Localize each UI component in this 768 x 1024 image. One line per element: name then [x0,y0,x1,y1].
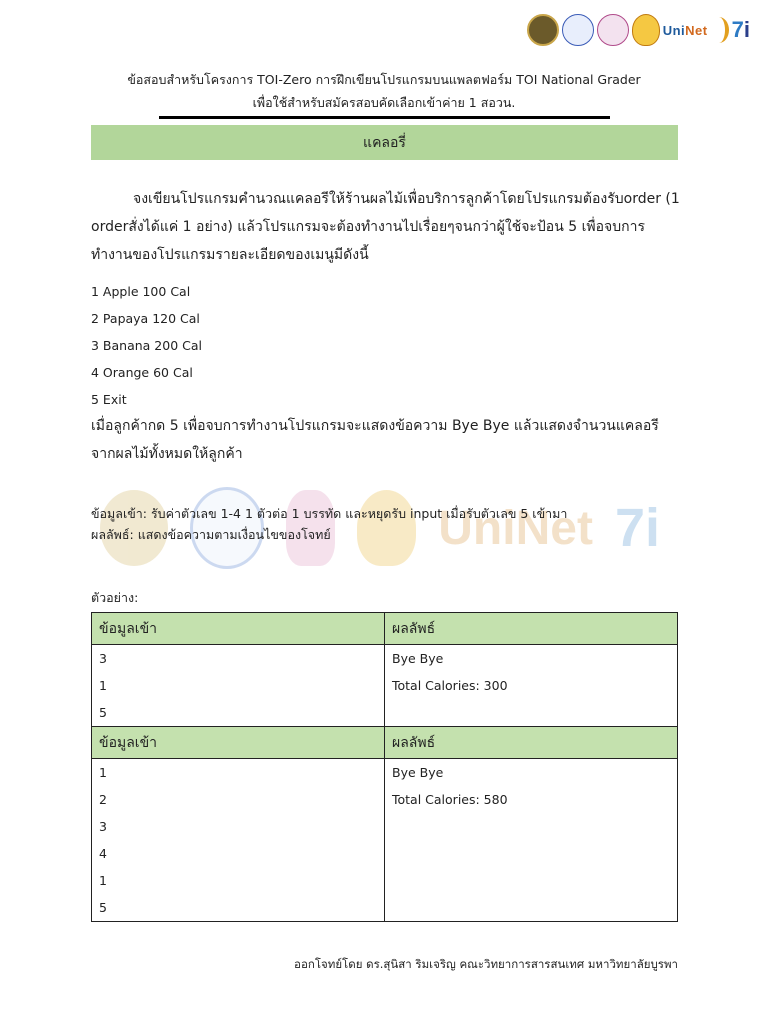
output-cell [385,699,678,727]
menu-list [91,278,202,413]
header-divider [159,116,610,119]
header-line-2: เพื่อใช้สำหรับสมัครสอบคัดเลือกเข้าค่าย 1 สอวน. [252,95,516,110]
input-cell: 5 [92,699,385,727]
uninet-logo: UniNet [662,22,708,38]
intro-paragraph: จงเขียนโปรแกรมคำนวณแคลอรีให้ร้านผลไม้เพื่อบริการลูกค้าโดยโปรแกรมต้องรับorder (1 orderสั่งได้แค่ 1 อย่าง) แล้วโปรแกรมจะต้องทำงานไปเรื่อยๆจนกว่าผู้ใช้จะป้อน 5 เพื่อจบการทำงานของโปรแกรมรายละเอียดของเมนูมีดังนี้ [91,191,680,263]
table-row [92,840,678,867]
swoosh-logo [709,17,729,43]
output-cell: Total Calories: 580 [385,786,678,813]
output-cell [385,840,678,867]
input-cell: 1 [92,867,385,894]
table-row [92,894,678,922]
output-cell [385,867,678,894]
output-cell: Bye Bye [385,759,678,787]
table-row [92,699,678,727]
table-row [92,645,678,673]
royal-emblem-logo [632,14,660,46]
author-footer: ออกโจทย์โดย ดร.สุนิสา ริมเจริญ คณะวิทยาการสารสนเทศ มหาวิทยาลัยบูรพา [294,957,678,971]
column-header-output: ผลลัพธ์ [385,727,678,759]
output-cell [385,894,678,922]
table-header-row [92,613,678,645]
menu-item: 3 Banana 200 Cal [91,338,202,353]
university-seal-logo [527,14,559,46]
example-table [91,612,678,922]
input-cell: 1 [92,672,385,699]
institution-emblem-logo [597,14,629,46]
problem-title-bar [91,125,678,160]
column-header-input: ข้อมูลเข้า [92,727,385,759]
output-spec: ผลลัพธ์: แสดงข้อความตามเงื่อนไขของโจทย์ [91,527,331,542]
toi-70-logo: 7i [731,17,750,42]
column-header-input: ข้อมูลเข้า [92,613,385,645]
input-cell: 4 [92,840,385,867]
watermark-70-logo: 7i [614,498,660,558]
input-cell: 2 [92,786,385,813]
table-row [92,813,678,840]
menu-item: 1 Apple 100 Cal [91,284,191,299]
input-cell: 1 [92,759,385,787]
watermark-uninet-logo: UniNet [438,501,593,555]
input-cell: 3 [92,645,385,673]
input-spec: ข้อมูลเข้า: รับค่าตัวเลข 1-4 1 ตัวต่อ 1 บรรทัด และหยุดรับ input เมื่อรับตัวเลข 5 เข้ามา [91,506,568,521]
closing-paragraph: เมื่อลูกค้ากด 5 เพื่อจบการทำงานโปรแกรมจะแสดงข้อความ Bye Bye แล้วแสดงจำนวนแคลอรีจากผลไม้ทั้งหมดให้ลูกค้า [91,418,659,462]
table-header-row [92,727,678,759]
menu-item: 4 Orange 60 Cal [91,365,193,380]
input-cell: 5 [92,894,385,922]
column-header-output: ผลลัพธ์ [385,613,678,645]
input-cell: 3 [92,813,385,840]
problem-title: แคลอรี่ [363,134,406,151]
output-cell [385,813,678,840]
document-header [0,68,768,114]
output-cell: Total Calories: 300 [385,672,678,699]
menu-item: 2 Papaya 120 Cal [91,311,200,326]
table-row [92,786,678,813]
header-line-1: ข้อสอบสำหรับโครงการ TOI-Zero การฝึกเขียนโปรแกรมบนแพลตฟอร์ม TOI National Grader [127,72,641,87]
table-row [92,672,678,699]
table-row [92,759,678,787]
header-logos [527,14,750,46]
menu-item: 5 Exit [91,392,127,407]
table-row [92,867,678,894]
output-cell: Bye Bye [385,645,678,673]
posn-atom-logo [562,14,594,46]
io-spec [91,503,567,545]
example-label: ตัวอย่าง: [91,590,139,605]
